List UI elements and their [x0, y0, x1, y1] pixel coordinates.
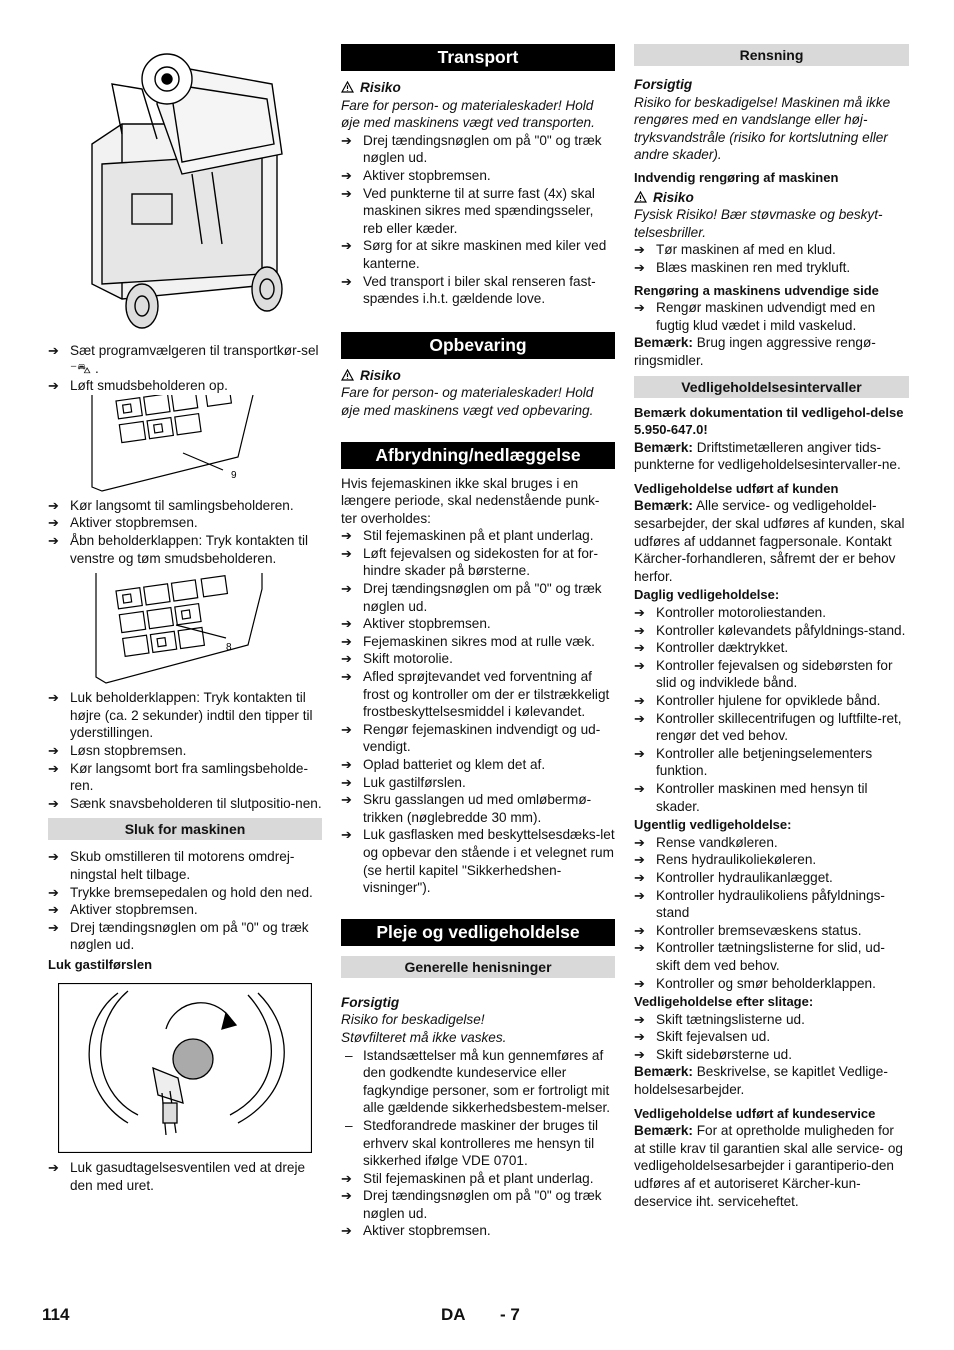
subheading: Vedligeholdelse efter slitage:	[634, 994, 814, 1010]
step: ➔ Luk beholderklappen: Tryk kontakten til højre (ca. 2 sekunder) indtil den tipper til yderstillingen.	[48, 690, 313, 741]
section-heading: Sluk for maskinen	[48, 818, 322, 840]
risk-label: Risiko	[341, 79, 615, 97]
risk-text: Fare for person- og materialeskader! Hold øje med maskinens vægt ved transporten.	[341, 97, 595, 131]
step: ➔ Aktiver stopbremsen.	[48, 515, 198, 531]
step: ➔ Skift sidebørsterne ud.	[634, 1046, 792, 1062]
step: ➔ Drej tændingsnøglen om på "0" og træk nøglen ud.	[341, 1188, 602, 1221]
step: ➔ Løft fejevalsen og sidekosten for at for-hindre skader på børsterne.	[341, 545, 598, 579]
language-code: DA	[441, 1305, 466, 1324]
transport-mode-icon: ⁻⛍	[70, 360, 92, 376]
section-heading: Afbrydning/nedlæggelse	[341, 442, 615, 469]
dash-item: – Stedforandrede maskiner der bruges til erhverv skal kontrolleres me hensyn til sikkerhed ifølge VDE 0701.	[345, 1117, 598, 1169]
step: ➔ Ved punkterne til at surre fast (4x) skal maskinen sikres med spændingsseler, reb eller kæder.	[341, 185, 595, 236]
step: ➔ Kontroller kølevandets påfyldnings-stand.	[634, 622, 906, 638]
section-heading: Pleje og vedligeholdelse	[341, 919, 615, 946]
step: ➔ Stil fejemaskinen på et plant underlag.	[341, 1170, 594, 1186]
doc-note: Bemærk dokumentation til vedligehol-delse 5.950-647.0!	[634, 404, 904, 438]
step: ➔ Fejemaskinen sikres mod at rulle væk.	[341, 633, 595, 649]
intro-text: Hvis fejemaskinen ikke skal bruges i en længere periode, skal nedenstående punk-ter overholdes:	[341, 475, 600, 526]
step: ➔ Sæt programvælgeren til transportkør-sel ⁻⛍ .	[48, 343, 319, 376]
control-panel-figure-9	[88, 395, 322, 495]
note: Bemærk: Beskrivelse, se kapitlet Vedlige-holdelsesarbejder.	[634, 1064, 888, 1098]
step: ➔ Drej tændingsnøglen om på "0" og træk nøglen ud.	[341, 581, 602, 614]
callout-9: 9	[231, 469, 237, 481]
section-heading: Transport	[341, 44, 615, 71]
step: ➔ Kontroller og smør beholderklappen.	[634, 975, 876, 991]
note: Bemærk: Alle service- og vedligeholdel-sesarbejder, der skal udføres af kunden, skal udføres af uddannet fagpersonale. Kontakt Kärcher-forhandleren, såfremt der er behov herfor.	[634, 498, 905, 584]
subheading: Indvendig rengøring af maskinen	[634, 169, 839, 185]
step: ➔ Rengør fejemaskinen indvendigt og ud-vendigt.	[341, 721, 601, 755]
subheading: Vedligeholdelse udført af kundeservice	[634, 1105, 876, 1121]
step: ➔ Skift fejevalsen ud.	[634, 1029, 771, 1045]
column-2	[341, 44, 615, 1240]
subheading: Daglig vedligeholdelse:	[634, 587, 780, 603]
section-heading: Rensning	[634, 44, 909, 66]
step: ➔ Skift motorolie.	[341, 651, 453, 667]
step: ➔ Kør langsomt til samlingsbeholderen.	[48, 497, 294, 513]
step: ➔ Åbn beholderklappen: Tryk kontakten til venstre og tøm smudsbeholderen.	[48, 532, 309, 566]
step: ➔ Rens hydraulikoliekøleren.	[634, 852, 817, 868]
step: ➔ Aktiver stopbremsen.	[341, 1223, 491, 1239]
caution-label: Forsigtig	[341, 994, 400, 1010]
step: ➔ Sørg for at sikre maskinen med kiler ved kanterne.	[341, 238, 607, 271]
step: ➔ Aktiver stopbremsen.	[48, 902, 198, 918]
subheading: Vedligeholdelse udført af kunden	[634, 480, 839, 496]
step: ➔ Kontroller hydraulikanlægget.	[634, 869, 833, 885]
page-number: 114	[42, 1305, 70, 1324]
control-panel-figure-8	[88, 573, 322, 689]
step: ➔ Drej tændingsnøglen om på "0" og træk nøglen ud.	[48, 919, 309, 953]
step: ➔ Drej tændingsnøglen om på "0" og træk nøglen ud.	[341, 132, 602, 166]
step: ➔ Luk gastilførslen.	[341, 774, 466, 790]
step: ➔ Tør maskinen af med en klud.	[634, 242, 836, 258]
note: Bemærk: For at opretholde muligheden for at stille krav til garantien skal alle service- og vedligeholdelsesarbejder i garantiperio-den udføres af et autoriseret Kärcher-kun-deservice iht. serviceheftet.	[634, 1123, 903, 1209]
step: ➔ Kontroller dæktrykket.	[634, 640, 789, 656]
step: ➔ Kontroller alle betjeningselementers funktion.	[634, 745, 873, 779]
step: ➔ Kontroller hydraulikoliens påfyldnings-stand	[634, 887, 885, 921]
risk-label: Risiko	[341, 367, 615, 385]
risk-text: Fare for person- og materialeskader! Hold øje med maskinens vægt ved opbevaring.	[341, 385, 594, 418]
caution-text: Risiko for beskadigelse! Maskinen må ikke rengøres med en vandslange eller høj-tryksvandstråle (risiko for kortslutning eller andre skader).	[634, 94, 891, 163]
caution-text: Risiko for beskadigelse!	[341, 1012, 485, 1028]
gas-valve-illustration	[58, 983, 322, 1159]
warning-icon	[341, 369, 354, 381]
machine-tilted-illustration	[48, 44, 322, 334]
section-heading: Opbevaring	[341, 332, 615, 359]
section-subheading: Generelle henisninger	[341, 956, 615, 978]
caution-label: Forsigtig	[634, 77, 693, 92]
step: ➔ Kontroller skillecentrifugen og luftfilte-ret, rengør det ved behov.	[634, 710, 902, 744]
risk-text: Fysisk Risiko! Bær støvmaske og beskyt-telsesbriller.	[634, 207, 883, 240]
dash-item: – Istandsættelser må kun gennemføres af den godkendte kundeservice eller fagkyndige personer, som er fortroligt mit alle gældende sikkerhedsbestem-melser.	[345, 1047, 611, 1116]
step: ➔ Blæs maskinen ren med trykluft.	[634, 259, 851, 275]
step: ➔ Kontroller maskinen med hensyn til skader.	[634, 780, 868, 814]
subheading: Luk gastilførslen	[48, 956, 153, 972]
note: Bemærk: Brug ingen aggressive rengø-ringsmidler.	[634, 335, 876, 368]
step: ➔ Kør langsomt bort fra samlingsbeholde-ren.	[48, 760, 308, 794]
subheading: Rengøring a maskinens udvendige side	[634, 282, 879, 298]
step: ➔ Kontroller fejevalsen og sidebørsten for slid og indviklede bånd.	[634, 657, 893, 691]
warning-icon	[634, 191, 647, 203]
callout-8: 8	[226, 642, 232, 654]
step: ➔ Stil fejemaskinen på et plant underlag.	[341, 528, 594, 544]
step: ➔ Luk gasudtagelsesventilen ved at dreje den med uret.	[48, 1160, 306, 1194]
step: ➔ Luk gasflasken med beskyttelsesdæks-let og opbevar den stående i et velegnet rum (se hertil kapitel "Sikkerhedshen-visninger").	[341, 827, 615, 896]
step: ➔ Oplad batteriet og klem det af.	[341, 757, 546, 772]
step: ➔ Trykke bremsepedalen og hold den ned.	[48, 884, 313, 900]
step: ➔ Rengør maskinen udvendigt med en fugtig klud vædet i mild vaskelud.	[634, 300, 876, 333]
column-3	[634, 44, 909, 1210]
step: ➔ Løft smudsbeholderen op.	[48, 378, 228, 394]
step: ➔ Kontroller tætningslisterne for slid, ud-skift dem ved behov.	[634, 940, 885, 973]
step: ➔ Sænk snavsbeholderen til slutpositio-nen.	[48, 795, 322, 811]
section-page-number: - 7	[500, 1305, 520, 1324]
subheading: Ugentlig vedligeholdelse:	[634, 817, 792, 833]
step: ➔ Skift tætningslisterne ud.	[634, 1011, 805, 1027]
step: ➔ Kontroller motoroliestanden.	[634, 605, 827, 621]
step: ➔ Skru gasslangen ud med omløbermø-trikken (nøglebredde 30 mm).	[341, 792, 592, 825]
step: ➔ Løsn stopbremsen.	[48, 742, 187, 758]
risk-label: Risiko	[634, 189, 909, 207]
step: ➔ Rense vandkøleren.	[634, 834, 778, 850]
note: Bemærk: Driftstimetælleren angiver tids-punkterne for vedligeholdelsesintervaller-ne.	[634, 439, 901, 473]
warning-icon	[341, 81, 354, 93]
step: ➔ Kontroller hjulene for opviklede bånd.	[634, 693, 881, 708]
step: ➔ Ved transport i biler skal renseren fast-spændes i.h.t. gældende love.	[341, 273, 596, 307]
caution-text: Støvfilteret må ikke vaskes.	[341, 1029, 507, 1045]
step: ➔ Skub omstilleren til motorens omdrej-ningstal helt tilbage.	[48, 849, 295, 882]
step: ➔ Kontroller bremsevæskens status.	[634, 922, 862, 938]
step: ➔ Aktiver stopbremsen.	[341, 616, 491, 632]
column-1	[48, 44, 322, 1195]
step: ➔ Aktiver stopbremsen.	[341, 167, 491, 183]
section-heading: Vedligeholdelsesintervaller	[634, 376, 909, 398]
step: ➔ Afled sprøjtevandet ved forventning af frost og kontroller om der er tilstrækkeligt frostbeskyttelsesmiddel i kølevandet.	[341, 669, 610, 720]
